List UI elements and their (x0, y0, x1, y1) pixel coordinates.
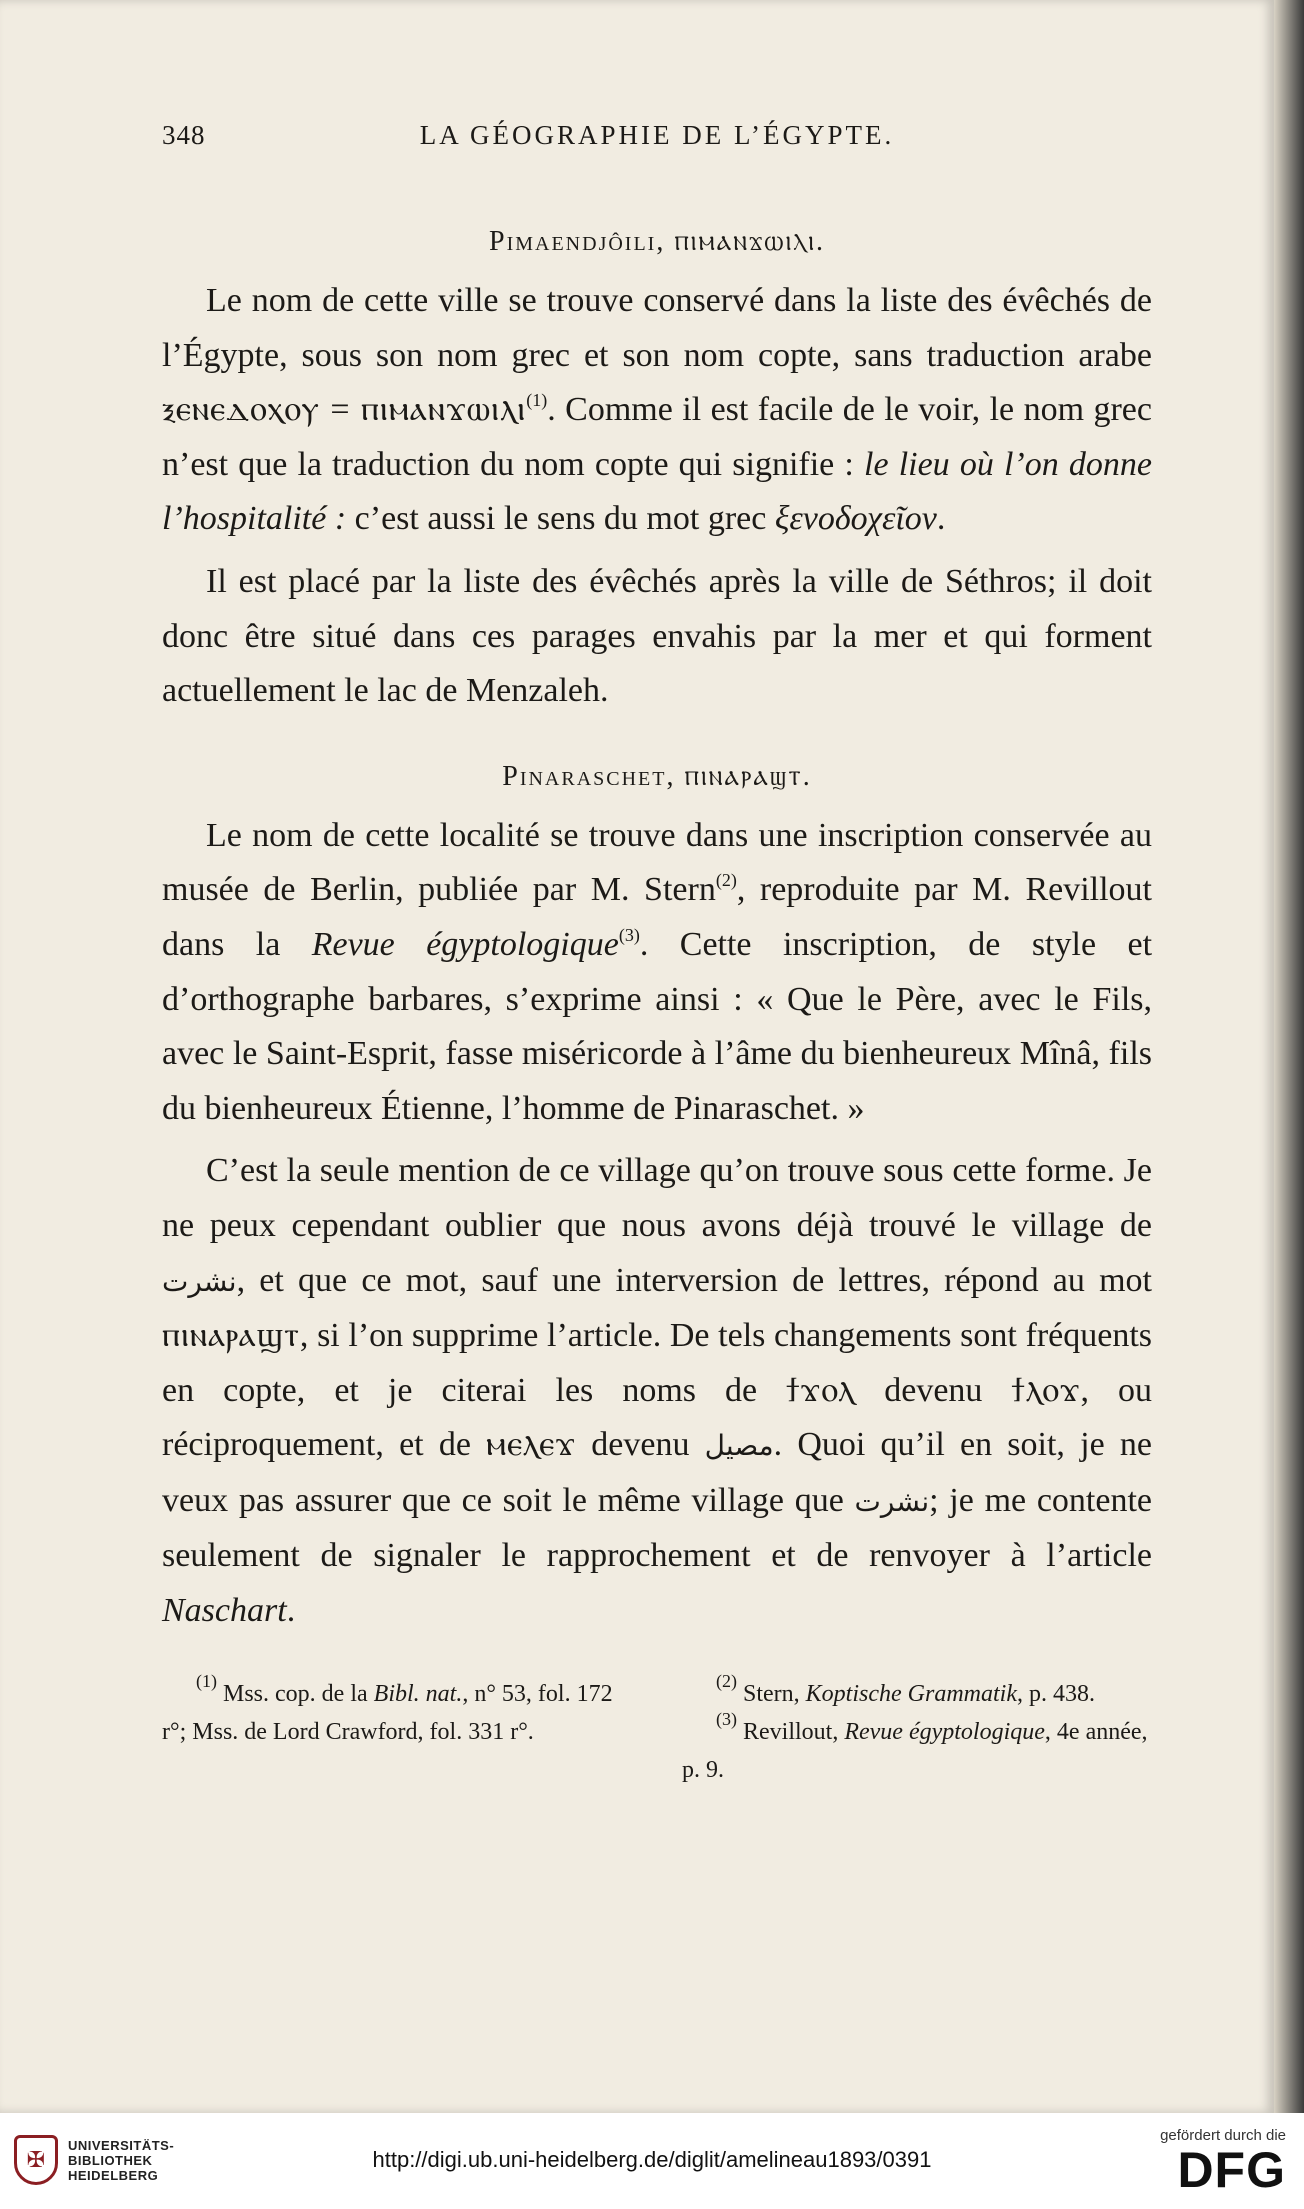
running-head (162, 120, 1152, 164)
text-run: . Quoi qu’il en soit, je ne veux pas assurer que ce soit le même village que (162, 1426, 1152, 1519)
article-reference: Naschart (162, 1592, 287, 1630)
coptic-word: ⲡⲓⲛⲁⲣⲁϣⲧ (162, 1317, 300, 1355)
text-run: c’est aussi le sens du mot grec (346, 500, 775, 538)
running-title: LA GÉOGRAPHIE DE L’ÉGYPTE. (419, 120, 895, 150)
journal-title: Revue égyptologique (311, 925, 619, 963)
paragraph (162, 1144, 1152, 1638)
text-run: , n° 53, fol. 172 r°; Mss. de Lord Crawford, fol. 331 r°. (162, 1680, 613, 1745)
text-run: C’est la seule mention de ce village qu’on trouve sous cette forme. Je ne peux cependant oublier que nous avons déjà trouvé le village de (162, 1152, 1152, 1244)
text-run: ; je me contente seulement de signaler le rapprochement et de renvoyer à l’article (162, 1481, 1152, 1575)
text-run: , ou réciproquement, et de (162, 1371, 1153, 1464)
page-edge-shadow (1274, 0, 1304, 2113)
text-run: devenu (576, 1426, 705, 1464)
paragraph (162, 809, 1152, 1137)
text-run: devenu (855, 1371, 1012, 1409)
text-run: . (936, 500, 946, 538)
footnote-ref: (2) (715, 870, 737, 891)
footnote-mark: (3) (716, 1708, 737, 1729)
permalink-url[interactable]: http://digi.ub.uni-heidelberg.de/diglit/amelineau1893/0391 (372, 2147, 932, 2172)
viewer-footer (0, 2113, 1304, 2209)
university-name-line: UNIVERSITÄTS- (68, 2137, 175, 2153)
paragraph (162, 274, 1152, 547)
footnote-1 (162, 1670, 632, 1751)
coptic-word: ϯϫⲟⲗ (786, 1371, 856, 1409)
footnote-ref: (3) (618, 924, 640, 945)
university-name-line: BIBLIOTHEK (68, 2152, 153, 2168)
italic-phrase: Bibl. nat. (373, 1680, 463, 1707)
text-run: , et que ce mot, sauf une interversion de lettres, répond au mot (236, 1261, 1152, 1299)
footnotes-left-column (162, 1670, 632, 1789)
page-content (162, 120, 1152, 1789)
footnotes-right-column (682, 1670, 1152, 1789)
university-name-line: HEIDELBERG (68, 2167, 159, 2183)
dfg-brand: DFG (1177, 2142, 1286, 2198)
footnote-mark: (1) (196, 1670, 217, 1691)
sponsor-text: gefördert durch die (1160, 2127, 1286, 2144)
paragraph: Il est placé par la liste des évêchés après la ville de Séthros; il doit donc être situé dans ces parages envahis par la mer et qui forment actuellement le lac de Menzaleh. (162, 562, 1152, 710)
arabic-word: نشرت (162, 1264, 237, 1298)
arabic-word: نشرت (854, 1484, 930, 1518)
text-run: . Cette inscription, de style et d’orthographe barbares, s’exprime ainsi : « Que le Père, avec le Fils, avec le Saint-Esprit, fasse miséricorde à l’âme du bienheureux Mînâ, fils du bienheureux Étienne, l’homme de Pinaraschet. » (162, 925, 1153, 1127)
text-run: , si l’on supprime l’article. De tels changements sont fréquents en copte, et je citerai les noms de (162, 1317, 1152, 1409)
university-seal-icon: ✠ (14, 2135, 58, 2185)
coptic-word: ϯⲗⲟϫ (1011, 1371, 1081, 1409)
text-run: , reproduite par M. Revillout dans la (162, 871, 1153, 963)
footnote-2 (682, 1670, 1152, 1713)
text-run: Mss. cop. de la (217, 1680, 374, 1707)
text-run: Le nom de cette localité se trouve dans une inscription conservée au musée de Berlin, publiée par M. Stern (162, 816, 1152, 909)
footnotes (162, 1670, 1152, 1789)
greek-word: ξενοδοχεῖον (774, 500, 937, 538)
dfg-sponsor-logo[interactable] (1160, 2127, 1286, 2196)
section-title-pimaendjoili: Pimaendjôili, ⲡⲓⲙⲁⲛϫⲱⲓⲗⲓ. (489, 226, 825, 257)
text-run: , 4e année, p. 9. (682, 1718, 1148, 1783)
arabic-word: مصيل (704, 1429, 774, 1463)
italic-phrase: Koptische Grammatik (805, 1680, 1017, 1707)
italic-phrase: Revue égyptologique (844, 1718, 1045, 1745)
text-run: Revillout, (737, 1718, 845, 1745)
text-run: Le nom de cette ville se trouve conservé dans la liste des évêchés de l’Égypte, sous son nom grec et son nom copte, sans traduction arabe (162, 282, 1152, 374)
coptic-word: ⲙⲉⲗⲉϫ (486, 1426, 577, 1464)
text-run: , p. 438. (1016, 1680, 1095, 1707)
coptic-word: ⲝⲉⲛⲉⲇⲟⲭⲟⲩ = ⲡⲓⲙⲁⲛϫⲱⲓⲗⲓ (162, 391, 527, 429)
text-run: . (286, 1592, 296, 1630)
section-title-pinaraschet: Pinaraschet, ⲡⲓⲛⲁⲣⲁϣⲧ. (502, 760, 812, 792)
italic-phrase: le lieu où l’on donne l’hospitalité : (162, 445, 1152, 538)
footnote-mark: (2) (716, 1670, 737, 1691)
footnote-3 (682, 1708, 1152, 1789)
footnote-ref: (1) (526, 390, 548, 411)
page-number: 348 (162, 120, 206, 150)
text-run: Stern, (737, 1680, 806, 1707)
text-run: . Comme il est facile de le voir, le nom grec n’est que la traduction du nom copte qui signifie : (162, 391, 1152, 483)
